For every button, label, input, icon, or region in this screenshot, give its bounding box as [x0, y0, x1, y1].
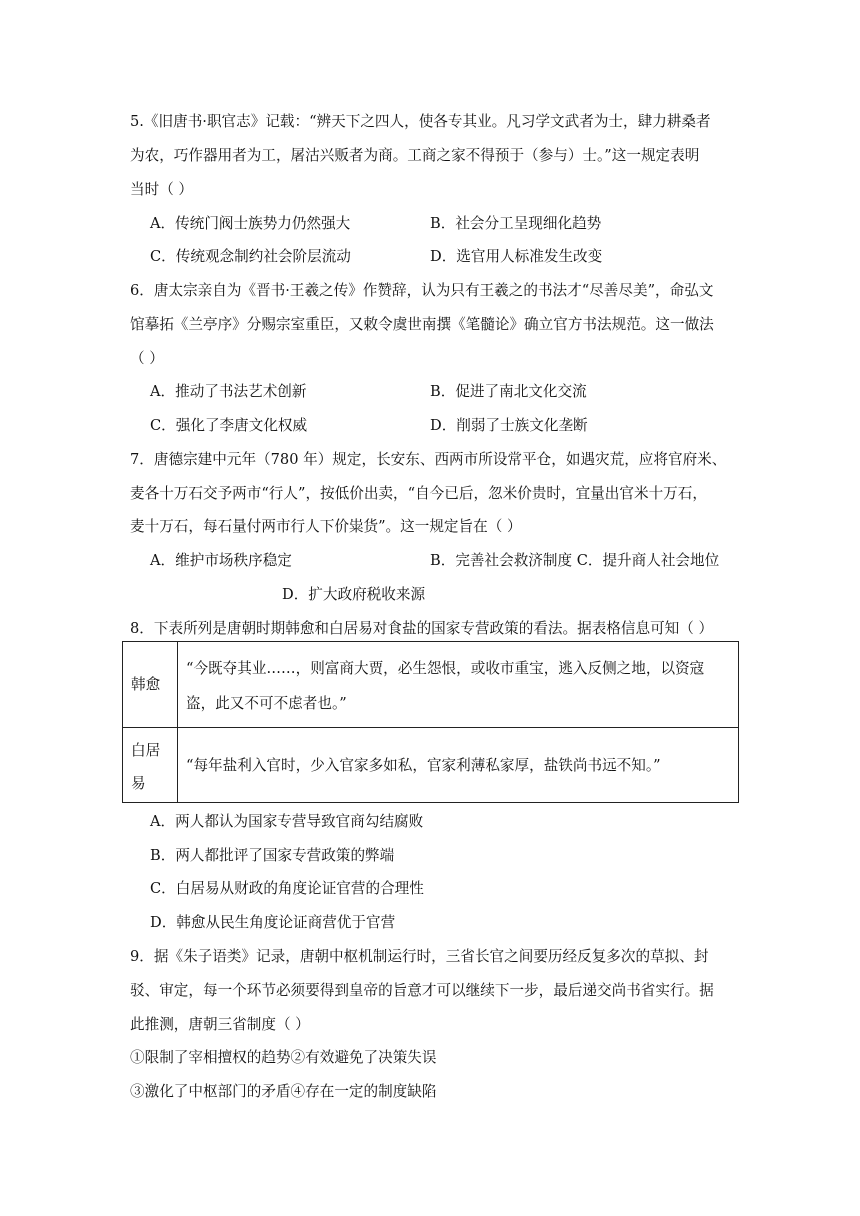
q8-option-a: A．两人都认为国家专营导致官商勾结腐败 — [150, 813, 424, 830]
q6-option-d: D．削弱了士族文化垄断 — [430, 417, 588, 434]
q7-option-a: A．维护市场秩序稳定 — [150, 552, 292, 569]
q8-option-b: B．两人都批评了国家专营政策的弊端 — [150, 847, 395, 864]
q8-option-c: C．白居易从财政的角度论证官营的合理性 — [150, 880, 424, 897]
q6-option-a: A．推动了书法艺术创新 — [150, 383, 307, 400]
q9-stem-line-3: 此推测，唐朝三省制度（ ） — [130, 1016, 310, 1033]
q7-stem-line-3: 麦十万石，每石量付两市行人下价粜货”。这一规定旨在（ ） — [130, 518, 522, 535]
q6-stem-line-1: 6．唐太宗亲自为《晋书·王羲之传》作赞辞，认为只有王羲之的书法才“尽善尽美”，命弘文 — [130, 282, 714, 299]
q6-option-c: C．强化了李唐文化权威 — [150, 417, 308, 434]
q8-option-d: D．韩愈从民生角度论证商营优于官营 — [150, 914, 396, 931]
q6-stem-line-2: 馆摹拓《兰亭序》分赐宗室重臣，又敕令虞世南撰《笔髓论》确立官方书法规范。这一做法 — [130, 316, 714, 333]
table-row1-name: 韩愈 — [131, 676, 161, 693]
q7-stem-line-2: 麦各十万石交予两市“行人”，按低价出卖，“自今已后，忽米价贵时，宜量出官米十万石， — [130, 485, 707, 502]
q6-option-b: B．促进了南北文化交流 — [430, 383, 587, 400]
table-row1-quote-line-1: “今既夺其业……，则富商大贾，必生怨恨，或收市重宝，逃入反侧之地，以资寇 — [186, 660, 705, 677]
q5-stem-line-3: 当时（ ） — [130, 181, 194, 198]
q9-stem-line-2: 驳、审定，每一个环节必须要得到皇帝的旨意才可以继续下一步，最后递交尚书省实行。据 — [130, 982, 714, 999]
q5-stem-line-1: 5.《旧唐书·职官志》记载：“辨天下之四人，使各专其业。凡习学文武者为士，肆力耕桑者 — [130, 113, 711, 130]
table-row2-quote: “每年盐利入官时，少入官家多如私，官家利薄私家厚，盐铁尚书远不知。” — [186, 757, 661, 774]
q5-option-c: C．传统观念制约社会阶层流动 — [150, 248, 351, 265]
q5-option-a: A．传统门阀士族势力仍然强大 — [150, 215, 351, 232]
table-row2-name-line-2: 易 — [131, 775, 146, 792]
q5-option-b: B．社会分工呈现细化趋势 — [430, 215, 602, 232]
table-row1-quote-line-2: 盗，此又不可不虑者也。” — [186, 695, 347, 712]
q9-items-1-2: ①限制了宰相擅权的趋势②有效避免了决策失误 — [130, 1049, 437, 1066]
q7-stem-line-1: 7．唐德宗建中元年（780 年）规定，长安东、西两市所设常平仓，如遇灾荒，应将官府米、 — [130, 451, 727, 468]
q7-option-b-c: B．完善社会救济制度 C．提升商人社会地位 — [430, 552, 720, 569]
q8-table — [122, 641, 739, 803]
q5-stem-line-2: 为农，巧作器用者为工，屠沽兴贩者为商。工商之家不得预于（参与）士。”这一规定表明 — [130, 147, 700, 164]
q8-stem-line-1: 8．下表所列是唐朝时期韩愈和白居易对食盐的国家专营政策的看法。据表格信息可知（ ） — [130, 620, 714, 637]
table-column-divider — [177, 642, 178, 802]
q9-stem-line-1: 9．据《朱子语类》记录，唐朝中枢机制运行时，三省长官之间要历经反复多次的草拟、封 — [130, 948, 709, 965]
q5-option-d: D．选官用人标准发生改变 — [430, 248, 603, 265]
table-row2-name-line-1: 白居 — [131, 742, 161, 759]
q6-stem-line-3: （ ） — [130, 350, 164, 367]
q9-items-3-4: ③激化了中枢部门的矛盾④存在一定的制度缺陷 — [130, 1083, 437, 1100]
table-row-divider — [123, 727, 738, 728]
q7-option-d: D．扩大政府税收来源 — [282, 586, 426, 603]
